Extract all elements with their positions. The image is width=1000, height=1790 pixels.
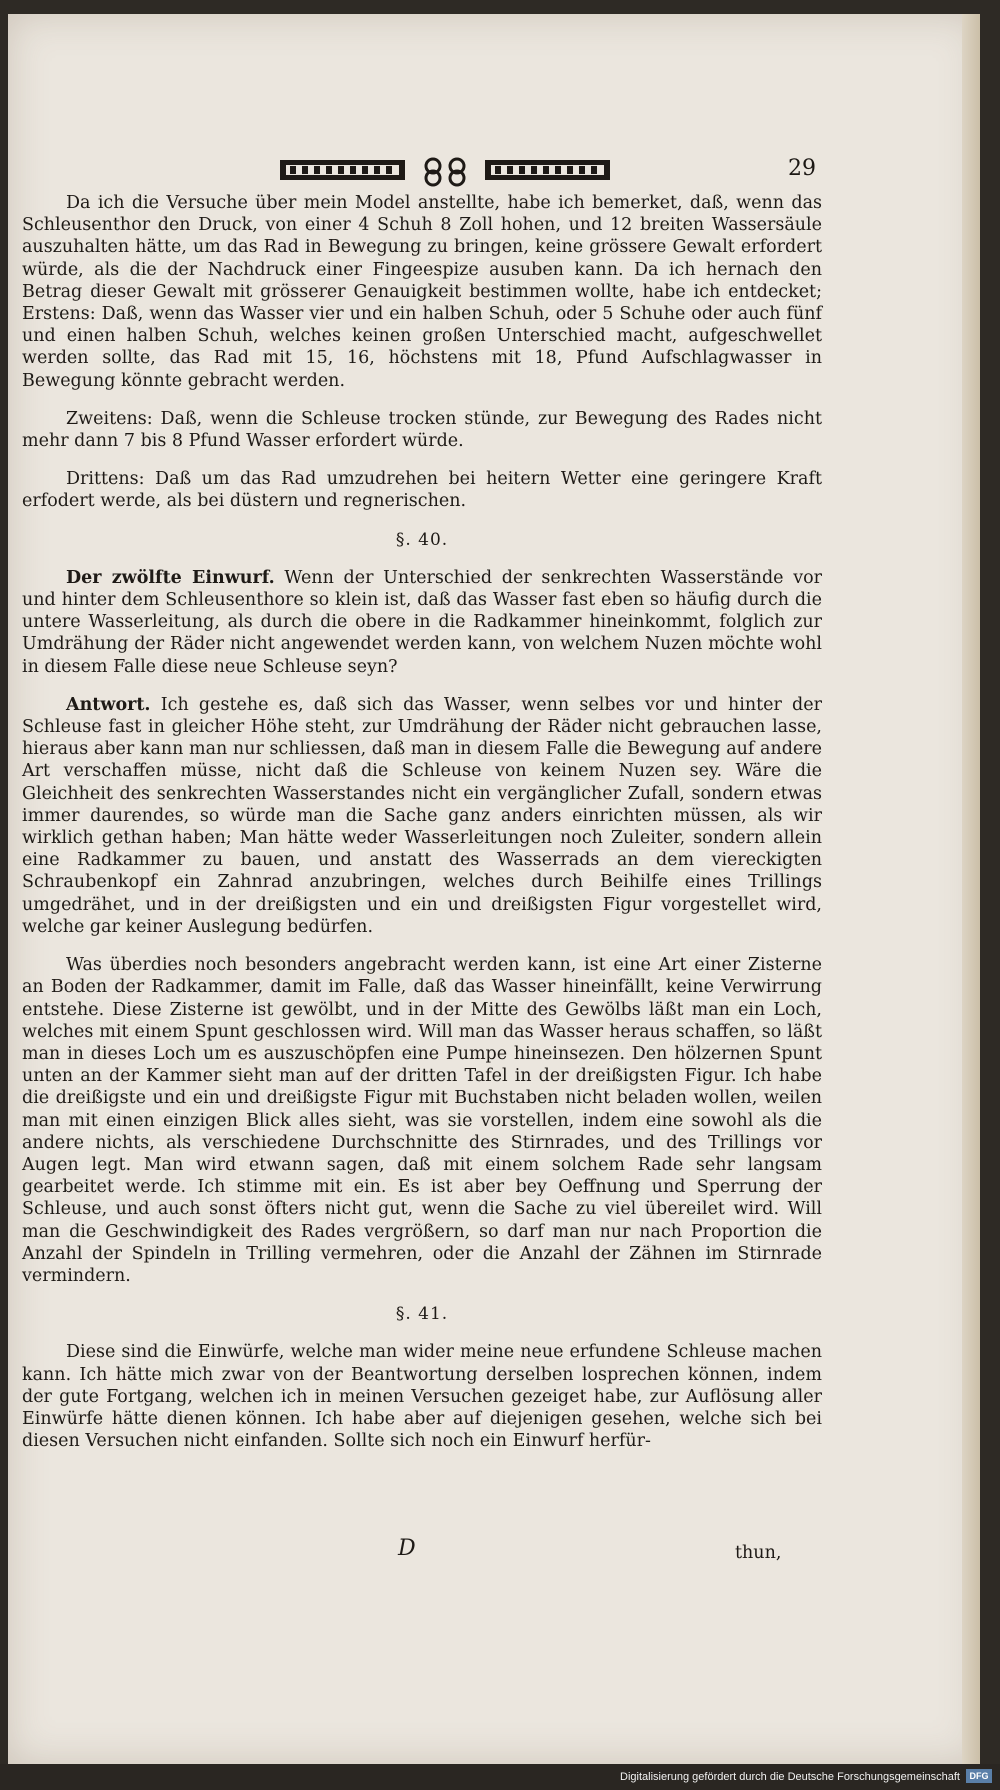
book-page [8,14,980,1764]
answer-lead: Antwort. [66,694,151,715]
dfg-logo-icon: DFG [966,1769,992,1783]
paragraph-answer [22,694,822,938]
objection-text: Wenn der Unterschied der senkrechten Wasserstände vor und hinter dem Schleusenthore so klein ist, daß das Wasser fast eben so häufig durch die untere Wasserleitung, als durch die obere in die Radkammer hineinkommt, folglich zur Umdrähung der Räder nicht angewendet werden kann, von welchem Nuzen möchte wohl in diesem Falle diese neue Schleuse seyn? [22,567,822,677]
paragraph-last: Diese sind die Einwürfe, welche man wider meine neue erfundene Schleuse machen kann. Ich hätte mich zwar von der Beantwortung derselben losprechen können, indem der gute Fortgang, welchen ich in meinen Versuchen gezeiget habe, zur Auflösung aller Einwürfe hätte dienen können. Ich habe aber auf diejenigen gesehen, welche sich bei diesen Versuchen nicht einfanden. Sollte sich noch ein Einwurf herfür- [22,1342,822,1452]
page-header [8,152,980,192]
footer-bar [0,1764,1000,1790]
paragraph-objection [22,567,822,678]
section-heading-40: §. 40. [395,529,449,550]
page-number: 29 [788,156,816,181]
objection-lead: Der zwölfte Einwurf. [66,567,275,588]
paragraph-third: Drittens: Daß um das Rad umzudrehen bei heitern Wetter eine geringere Kraft erfodert werde, als bei düstern und regnerischen. [22,469,822,512]
paragraph-observations: Da ich die Versuche über mein Model anstellte, habe ich bemerket, daß, wenn das Schleusenthor den Druck, von einer 4 Schuh 8 Zoll hohen, und 12 breiten Wassersäule auszuhalten hätte, um das Rad in Bewegung zu bringen, keine grössere Gewalt erfordert würde, als die der Nachdruck einer Fingeespize ausuben kann. Da ich hernach den Betrag dieser Gewalt mit grösserer Genauigkeit bestimmen wollte, habe ich entdecket; Erstens: Daß, wenn das Wasser vier und ein halben Schuh, oder 5 Schuhe oder auch fünf und einen halben Schuh, welches keinen großen Unterschied macht, aufgeschwellet werden sollte, das Rad mit 15, 16, höchstens mit 18, Pfund Aufschlagwasser in Bewegung könnte gebracht werden. [22,193,822,391]
paragraph-cistern: Was überdies noch besonders angebracht werden kann, ist eine Art einer Zisterne an Boden der Radkammer, damit im Falle, daß das Wasser hineinfällt, keine Verwirrung entstehe. Diese Zisterne ist gewölbt, und in der Mitte des Gewölbs läßt man ein Loch, welches mit einem Spunt geschlossen wird. Will man das Wasser heraus schaffen, so läßt man in dieses Loch um es auszuschöpfen eine Pumpe hineinsezen. Den hölzernen Spunt unten an der Kammer sieht man auf der dritten Tafel in der dreißigsten Figur. Ich habe die dreißigste und ein und dreißigste Figur mit Buchstaben nicht beladen wollen, weilen man mit einen einzigen Blick alles sieht, was sie vorstellen, indem eine sowohl als die andere nichts, als verschiedene Durchschnitte des Stirnrades, und des Trillings vor Augen legt. Man wird etwann sagen, daß mit einem solchem Rade sehr langsam gearbeitet werde. Ich stimme mit ein. Es ist aber bey Oeffnung und Sperrung der Schleuse, und auch sonst öfters nicht gut, wenn die Sache zu viel übereilet wird. Will man die Geschwindigkeit des Rades vergrößern, so darf man nur nach Proportion die Anzahl der Spindeln in Trilling vermehren, oder die Anzahl der Zähnen im Stirnrade vermindern. [22,955,822,1286]
footer-credit: Digitalisierung gefördert durch die Deutsche Forschungsgemeinschaft [620,1771,960,1783]
page-edge [962,14,980,1764]
paragraph-second: Zweitens: Daß, wenn die Schleuse trocken stünde, zur Bewegung des Rades nicht mehr dann 7 bis 8 Pfund Wasser erfordert würde. [22,408,822,452]
signature-mark: D [398,1536,416,1561]
section-heading-41: §. 41. [395,1304,449,1325]
answer-text: Ich gestehe es, daß sich das Wasser, wenn selbes vor und hinter der Schleuse fast in gleicher Höhe steht, zur Umdrähung der Räder nicht gebrauchen lasse, hieraus aber kann man nur schliessen, daß man in diesem Falle die Bewegung auf andere Art verschaffen müsse, nicht daß die Schleuse von keinem Nuzen sey. Wäre die Gleichheit des senkrechten Wasserstandes nicht ein vergänglicher Zufall, sondern etwas immer daurendes, so würde man die Sache ganz anders einrichten müssen, als wir wirklich gethan haben; Man hätte weder Wasserleitungen noch Zuleiter, sondern allein eine Radkammer zu bauen, und anstatt des Wasserrads an dem viereckigten Schraubenkopf ein Zahnrad anzubringen, welches durch Beihilfe eines Trillings umgedrähet, und in der dreißigsten und ein und dreißigsten Figur vorgestellet wird, welche gar keiner Auslegung bedürfen. [22,694,822,937]
catchword: thun, [735,1543,782,1563]
header-ornament-icon [280,152,610,188]
body-text [22,192,822,1468]
